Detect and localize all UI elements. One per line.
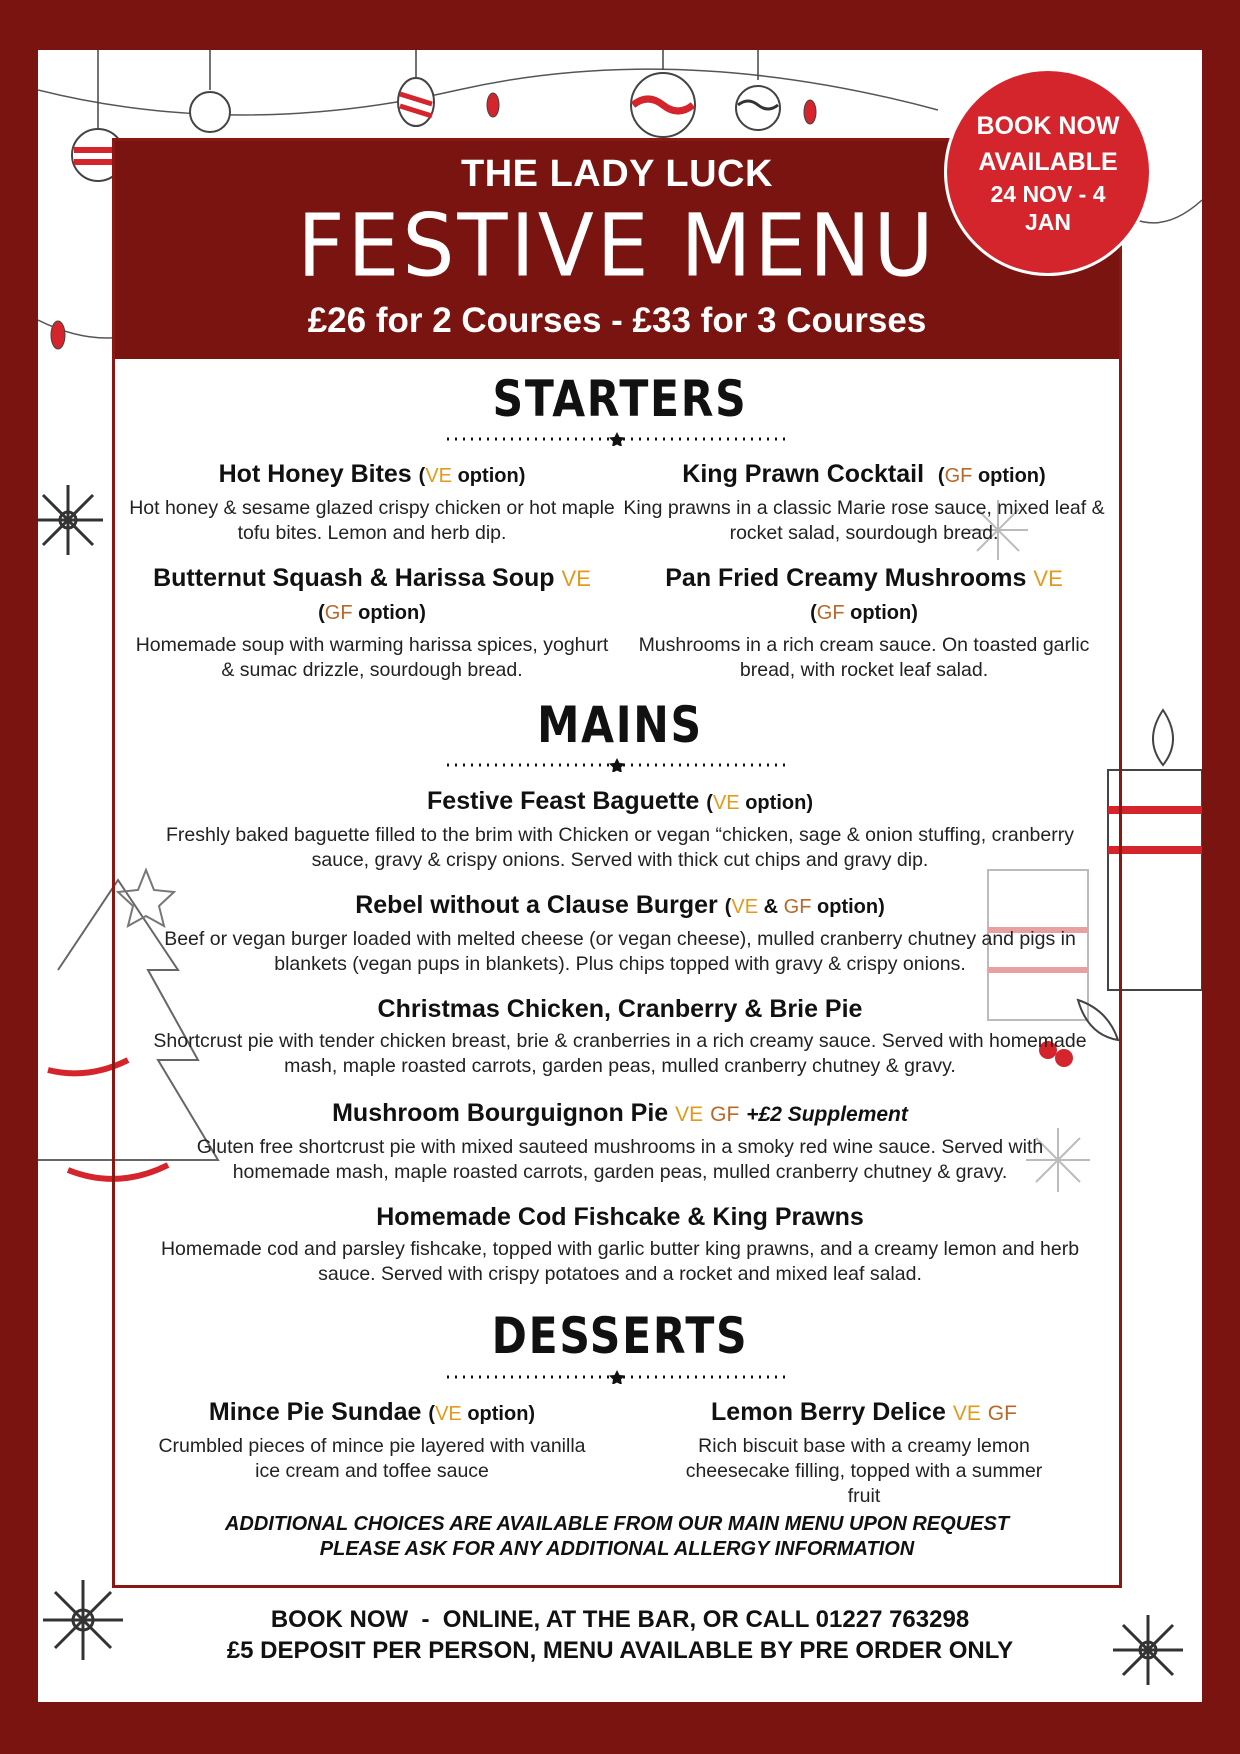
option-label: option bbox=[977, 465, 1040, 487]
item-name bbox=[620, 458, 1108, 492]
item-title: Mushroom Bourguignon Pie bbox=[332, 1099, 669, 1127]
booking-line: £5 DEPOSIT PER PERSON, MENU AVAILABLE BY PRE ORDER ONLY bbox=[226, 1637, 1014, 1664]
item-name bbox=[130, 889, 1110, 923]
ve-tag: VE bbox=[561, 566, 591, 591]
section-divider bbox=[447, 432, 787, 446]
bauble-icon bbox=[398, 50, 434, 126]
item-name: Homemade Cod Fishcake & King Prawns bbox=[376, 1203, 864, 1231]
badge-dates: 24 NOV - 4 JAN bbox=[990, 181, 1106, 235]
menu-item bbox=[620, 458, 1108, 546]
item-name bbox=[128, 562, 616, 629]
badge-line: AVAILABLE bbox=[978, 148, 1118, 176]
gf-tag: GF bbox=[783, 896, 812, 918]
menu-item bbox=[130, 1201, 1110, 1287]
dietary-tag: (GF option) bbox=[318, 602, 426, 624]
mains-heading: MAINS bbox=[537, 696, 703, 754]
supplement-note: +£2 Supplement bbox=[746, 1103, 908, 1126]
dietary-tag: (GF option) bbox=[810, 602, 918, 624]
item-description: Rich biscuit base with a creamy lemon cheesecake filling, topped with a summer fruit bbox=[685, 1435, 1043, 1507]
option-label: option bbox=[817, 896, 879, 918]
menu-item bbox=[130, 785, 1110, 873]
item-name: Christmas Chicken, Cranberry & Brie Pie bbox=[377, 995, 863, 1023]
menu-item bbox=[128, 562, 616, 683]
option-label: option bbox=[745, 792, 807, 814]
bauble-icon bbox=[736, 50, 780, 130]
item-name bbox=[128, 458, 616, 492]
dietary-tag: (GF option) bbox=[937, 465, 1046, 487]
and-label: & bbox=[763, 896, 779, 918]
badge-line: BOOK NOW bbox=[976, 112, 1120, 140]
item-description: Beef or vegan burger loaded with melted cheese (or vegan cheese), mulled cranberry chutney and pigs in blankets (vegan pups in blankets). Plus chips topped with gravy & crispy onions. bbox=[164, 928, 1076, 975]
item-title: Lemon Berry Delice bbox=[711, 1398, 946, 1426]
item-description: King prawns in a classic Marie rose sauce, mixed leaf & rocket salad, sourdough bread. bbox=[623, 497, 1105, 544]
menu-item bbox=[128, 1396, 616, 1484]
ve-tag: VE bbox=[425, 465, 453, 487]
venue-name: THE LADY LUCK bbox=[461, 153, 773, 195]
option-label: option bbox=[457, 465, 519, 487]
option-label: option bbox=[467, 1403, 529, 1425]
ve-tag: VE bbox=[1033, 566, 1063, 591]
item-description: Homemade cod and parsley fishcake, topped with garlic butter king prawns, and a creamy lemon and herb sauce. Served with crispy potatoes and a rocket and mixed leaf salad. bbox=[160, 1238, 1080, 1285]
book-now-badge bbox=[944, 68, 1152, 276]
menu-item bbox=[130, 993, 1110, 1079]
section-divider bbox=[447, 758, 787, 772]
bauble-icon bbox=[631, 50, 695, 137]
menu-item bbox=[128, 458, 616, 546]
item-title: Hot Honey Bites bbox=[218, 460, 412, 488]
menu-item bbox=[130, 1097, 1110, 1185]
star-icon bbox=[609, 1370, 625, 1384]
item-description: Hot honey & sesame glazed crispy chicken or hot maple tofu bites. Lemon and herb dip. bbox=[129, 497, 615, 544]
item-name bbox=[130, 785, 1110, 819]
star-icon bbox=[609, 758, 625, 772]
bauble-icon bbox=[190, 50, 230, 132]
item-description: Mushrooms in a rich cream sauce. On toasted garlic bread, with rocket leaf salad. bbox=[638, 634, 1090, 681]
item-name bbox=[620, 562, 1108, 629]
item-name bbox=[128, 1396, 616, 1430]
menu-item bbox=[620, 562, 1108, 683]
dietary-tag: (VE option) bbox=[428, 1403, 536, 1425]
item-title: Festive Feast Baguette bbox=[427, 787, 700, 815]
item-title: Rebel without a Clause Burger bbox=[355, 891, 718, 919]
menu-item bbox=[130, 889, 1110, 977]
ve-tag: VE bbox=[731, 896, 759, 918]
option-label: option bbox=[358, 602, 420, 624]
item-title: King Prawn Cocktail bbox=[682, 460, 925, 488]
dietary-tag: (VE option) bbox=[706, 792, 813, 814]
ve-tag: VE bbox=[712, 792, 740, 814]
ve-tag: VE bbox=[675, 1103, 704, 1126]
item-title: Pan Fried Creamy Mushrooms bbox=[665, 564, 1027, 592]
item-description: Homemade soup with warming harissa spices, yoghurt & sumac drizzle, sourdough bread. bbox=[135, 634, 609, 681]
gf-tag: GF bbox=[987, 1402, 1017, 1425]
option-label: option bbox=[850, 602, 912, 624]
booking-line: BOOK NOW - ONLINE, AT THE BAR, OR CALL 01227 763298 bbox=[270, 1606, 970, 1633]
star-icon bbox=[609, 432, 625, 446]
menu-item bbox=[620, 1396, 1108, 1509]
item-name bbox=[130, 1097, 1110, 1131]
item-name bbox=[620, 1396, 1108, 1430]
menu-footnote bbox=[112, 1512, 1122, 1562]
footnote-line: ADDITIONAL CHOICES ARE AVAILABLE FROM OUR MAIN MENU UPON REQUEST bbox=[224, 1513, 1010, 1535]
snowflake-icon bbox=[38, 485, 103, 555]
section-divider bbox=[447, 1370, 787, 1384]
gf-tag: GF bbox=[816, 602, 845, 624]
item-title: Mince Pie Sundae bbox=[208, 1398, 422, 1426]
item-description: Gluten free shortcrust pie with mixed sauteed mushrooms in a smoky red wine sauce. Served with homemade mash, maple roasted carrots, garden peas, mulled cranberry chutney & gravy. bbox=[196, 1136, 1044, 1183]
desserts-heading: DESSERTS bbox=[491, 1307, 749, 1365]
booking-info bbox=[0, 1604, 1240, 1666]
item-description: Shortcrust pie with tender chicken breast, brie & cranberries in a rich creamy sauce. Served with homemade mash, maple roasted carrots, garden peas, mulled cranberry chutney & gravy. bbox=[153, 1030, 1087, 1077]
gf-tag: GF bbox=[944, 465, 973, 487]
item-description: Freshly baked baguette filled to the brim with Chicken or vegan “chicken, sage & onion stuffing, cranberry sauce, gravy & crispy onions. Served with thick cut chips and gravy dip. bbox=[166, 824, 1074, 871]
menu-title: FESTIVE MENU bbox=[297, 196, 937, 297]
price-line: £26 for 2 Courses - £33 for 3 Courses bbox=[307, 301, 927, 340]
gf-tag: GF bbox=[710, 1103, 740, 1126]
dietary-tag: (VE option) bbox=[418, 465, 526, 487]
ve-tag: VE bbox=[435, 1403, 462, 1425]
footnote-line: PLEASE ASK FOR ANY ADDITIONAL ALLERGY INFORMATION bbox=[319, 1538, 915, 1560]
ve-tag: VE bbox=[952, 1402, 981, 1425]
gf-tag: GF bbox=[324, 602, 353, 624]
dietary-tag: (VE & GF option) bbox=[724, 896, 885, 918]
starters-heading: STARTERS bbox=[492, 370, 748, 428]
item-description: Crumbled pieces of mince pie layered with vanilla ice cream and toffee sauce bbox=[158, 1435, 586, 1482]
item-title: Butternut Squash & Harissa Soup bbox=[153, 564, 555, 592]
